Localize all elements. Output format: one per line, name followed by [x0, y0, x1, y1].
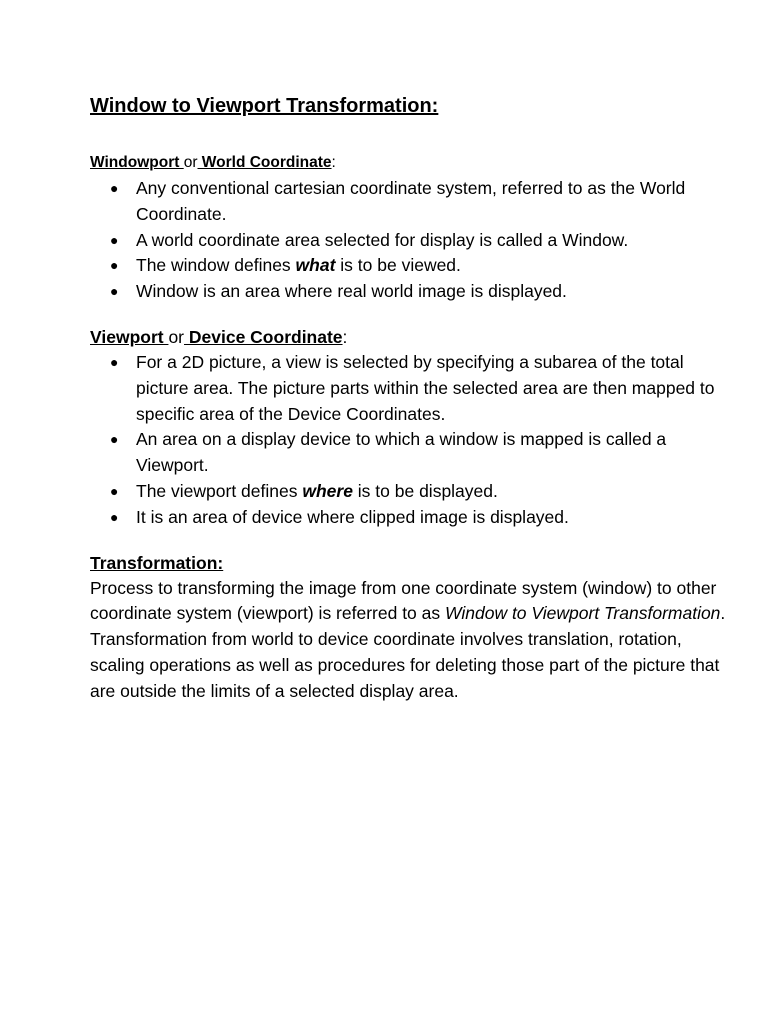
list-item — [90, 176, 740, 228]
bullet-emphasis-what: what — [295, 255, 336, 276]
list-item — [90, 505, 740, 531]
transformation-paragraph-2: Transformation from world to device coordinate involves translation, rotation, scaling operations as well as procedures for deleting those part of the picture that are outside the limits of a selected display area. — [90, 629, 720, 701]
transformation-heading — [90, 550, 740, 576]
bullet-text: An area on a display device to which a window is mapped is called a Viewport. — [136, 429, 667, 476]
bullet-dot-icon: ● — [110, 231, 119, 248]
viewport-heading — [90, 324, 740, 350]
viewport-joiner: or — [168, 326, 185, 347]
bullet-dot-icon: ● — [110, 257, 119, 274]
bullet-dot-icon: ● — [110, 508, 119, 525]
bullet-text-after: is to be viewed. — [335, 255, 461, 276]
list-item — [90, 427, 740, 479]
list-item — [90, 228, 740, 254]
bullet-text-after: is to be displayed. — [352, 480, 498, 501]
bullet-dot-icon: ● — [110, 353, 119, 370]
windowport-colon: : — [331, 154, 336, 171]
list-item — [90, 253, 740, 279]
transformation-heading-text: Transformation: — [90, 552, 224, 573]
viewport-term: Viewport — [90, 326, 169, 347]
bullet-emphasis-where: where — [302, 480, 353, 501]
bullet-dot-icon: ● — [110, 283, 119, 300]
bullet-dot-icon: ● — [110, 180, 119, 196]
bullet-text: It is an area of device where clipped image is displayed. — [136, 506, 569, 527]
windowport-heading — [90, 150, 740, 176]
windowport-joiner: or — [183, 154, 198, 171]
viewport-bullet-list — [90, 350, 740, 531]
world-coordinate-term: World Coordinate — [197, 154, 332, 171]
list-item — [90, 479, 740, 505]
windowport-term: Windowport — [90, 154, 184, 171]
bullet-text: For a 2D picture, a view is selected by specifying a subarea of the total picture area. The picture parts within the selected area are then mapped to specific area of the Device Coordinates. — [136, 351, 715, 424]
paragraph-end: . — [720, 603, 726, 624]
bullet-text: Any conventional cartesian coordinate system, referred to as the World Coordinate. — [136, 178, 686, 224]
paragraph-italic-term: Window to Viewport Transformation — [445, 603, 721, 624]
bullet-dot-icon: ● — [110, 431, 119, 448]
list-item — [90, 279, 740, 305]
bullet-dot-icon: ● — [110, 482, 119, 499]
device-coordinate-term: Device Coordinate — [184, 326, 343, 347]
bullet-text-before: The viewport defines — [136, 480, 303, 501]
bullet-text: A world coordinate area selected for display is called a Window. — [136, 229, 629, 250]
paragraph-text: Process to transforming the image from one coordinate system (window) to other coordinate system (viewport) is referred to as — [90, 577, 717, 624]
transformation-paragraph-1 — [90, 576, 740, 628]
bullet-text-before: The window defines — [136, 255, 296, 276]
list-item — [90, 350, 740, 427]
windowport-bullet-list — [90, 176, 740, 305]
viewport-colon: : — [342, 326, 348, 347]
document-title: Window to Viewport Transformation: — [90, 95, 439, 117]
bullet-text: Window is an area where real world image is displayed. — [136, 281, 567, 302]
document-page — [90, 92, 740, 705]
